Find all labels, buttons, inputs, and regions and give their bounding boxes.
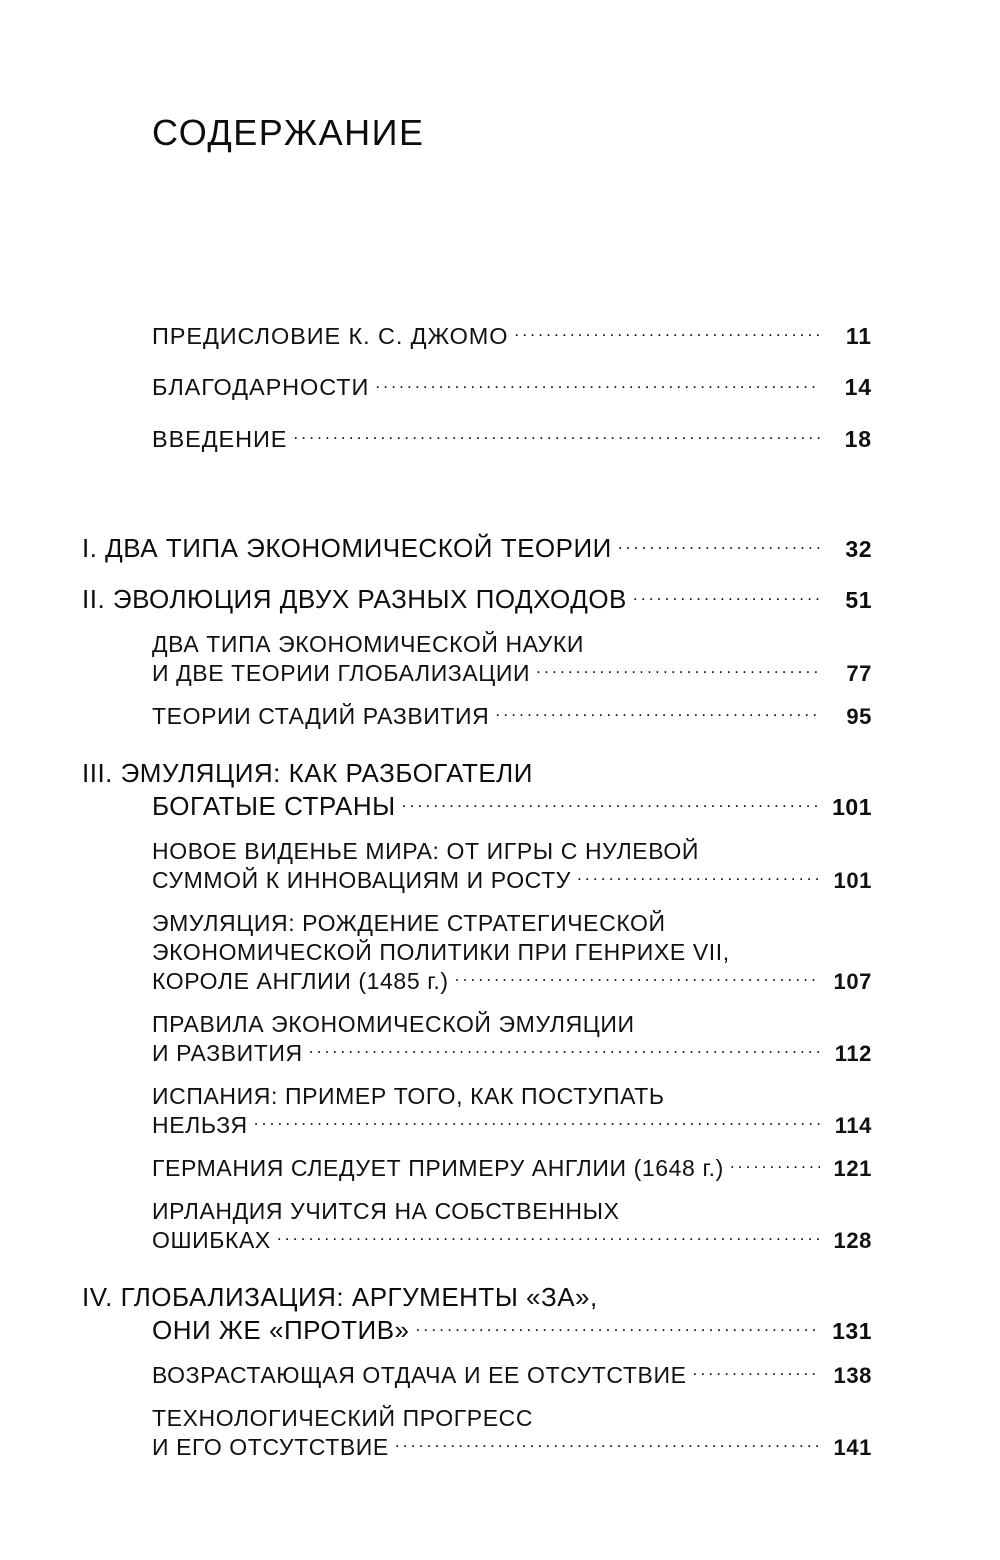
toc-subentry-label: ВОЗРАСТАЮЩАЯ ОТДАЧА И ЕЕ ОТСУТСТВИЕ: [152, 1361, 687, 1388]
toc-line: [152, 658, 872, 687]
dot-leader: [730, 1153, 820, 1176]
toc-entry-label: ПРЕДИСЛОВИЕ К. С. ДЖОМО: [152, 322, 509, 349]
dot-leader: [626, 1196, 820, 1219]
toc-line: [152, 629, 872, 658]
toc-subentry-label: КОРОЛЕ АНГЛИИ (1485 г.): [152, 967, 449, 994]
toc-subentry-label: ДВА ТИПА ЭКОНОМИЧЕСКОЙ НАУКИ: [152, 630, 584, 657]
dot-leader: [539, 756, 820, 782]
toc-chapter-1[interactable]: [82, 531, 872, 564]
toc-line: [152, 701, 872, 730]
toc-chapter-2[interactable]: [82, 582, 872, 615]
toc-line: [82, 582, 872, 615]
toc-line: [152, 937, 872, 966]
toc-line: [152, 1360, 872, 1389]
toc-line: [152, 966, 872, 995]
dot-leader: [416, 1313, 821, 1339]
toc-line: [152, 423, 872, 453]
toc-subentry-3-3[interactable]: [152, 1009, 872, 1067]
toc-chapter-page: 51: [845, 586, 872, 613]
dot-leader: [705, 836, 820, 859]
toc-subentry-label: НОВОЕ ВИДЕНЬЕ МИРА: ОТ ИГРЫ С НУЛЕВОЙ: [152, 837, 700, 864]
toc-subentry-page: 77: [846, 660, 872, 686]
toc-line: [152, 1432, 872, 1461]
toc-entry-page: 18: [844, 425, 872, 452]
toc-line: [152, 789, 872, 822]
toc-subentry-page: 141: [833, 1434, 872, 1460]
toc-subentry-3-6[interactable]: [152, 1196, 872, 1254]
dot-leader: [536, 658, 820, 681]
toc-subentry-label: ИРЛАНДИЯ УЧИТСЯ НА СОБСТВЕННЫХ: [152, 1197, 620, 1224]
toc-subentry-3-2[interactable]: [152, 908, 872, 995]
dot-leader: [590, 629, 820, 652]
toc-subentry-3-5[interactable]: [152, 1153, 872, 1182]
dot-leader: [693, 1360, 820, 1383]
toc-subentry-page: 121: [833, 1155, 872, 1181]
dot-leader: [736, 937, 820, 960]
toc-chapter-label: I. ДВА ТИПА ЭКОНОМИЧЕСКОЙ ТЕОРИИ: [82, 532, 612, 563]
dot-leader: [604, 1280, 820, 1306]
toc-subentry-label: И ЕГО ОТСУТСТВИЕ: [152, 1433, 389, 1460]
dot-leader: [618, 531, 820, 557]
toc-line: [152, 320, 872, 350]
toc-line: [152, 1038, 872, 1067]
toc-subentry-label: ТЕХНОЛОГИЧЕСКИЙ ПРОГРЕСС: [152, 1404, 534, 1431]
toc-chapter-3[interactable]: [82, 756, 872, 822]
toc-line: [152, 836, 872, 865]
toc-line: [152, 1081, 872, 1110]
toc-subentry-label: СУММОЙ К ИННОВАЦИЯМ И РОСТУ: [152, 866, 571, 893]
toc-subentry-2-2[interactable]: [152, 701, 872, 730]
dot-leader: [641, 1009, 820, 1032]
toc-subentry-page: 114: [834, 1112, 872, 1138]
dot-leader: [375, 372, 820, 396]
toc-entry-preface[interactable]: [152, 320, 872, 350]
section-spacer: [82, 475, 872, 505]
front-matter-group: [152, 320, 872, 453]
dot-leader: [577, 865, 820, 888]
page-title: СОДЕРЖАНИЕ: [152, 112, 425, 153]
dot-leader: [495, 701, 820, 724]
toc-line: [152, 1009, 872, 1038]
toc-entry-page: 14: [844, 374, 872, 400]
toc-line: [82, 1280, 872, 1313]
toc-line: [152, 1313, 872, 1346]
toc-subentry-label: ТЕОРИИ СТАДИЙ РАЗВИТИЯ: [152, 702, 490, 729]
dot-leader: [633, 582, 820, 608]
toc-entry-introduction[interactable]: [152, 423, 872, 453]
toc-subentry-3-1[interactable]: [152, 836, 872, 894]
toc-subentry-4-1[interactable]: [152, 1360, 872, 1389]
toc-line: [152, 865, 872, 894]
toc-subentry-label: НЕЛЬЗЯ: [152, 1111, 248, 1138]
toc-line: [152, 1110, 872, 1139]
toc-line: [152, 1196, 872, 1225]
toc-subentry-label: ИСПАНИЯ: ПРИМЕР ТОГО, КАК ПОСТУПАТЬ: [152, 1082, 665, 1109]
toc-entry-page: 11: [845, 322, 872, 349]
toc-subentry-2-1[interactable]: [152, 629, 872, 687]
dot-leader: [309, 1038, 820, 1061]
toc-subentry-label: И ДВЕ ТЕОРИИ ГЛОБАЛИЗАЦИИ: [152, 659, 531, 686]
dot-leader: [672, 908, 820, 931]
toc-entry-label: БЛАГОДАРНОСТИ: [152, 374, 370, 400]
dot-leader: [455, 966, 820, 989]
dot-leader: [671, 1081, 820, 1104]
toc-chapter-label: БОГАТЫЕ СТРАНЫ: [152, 790, 396, 821]
toc-chapter-4[interactable]: [82, 1280, 872, 1346]
toc-subentry-label: ГЕРМАНИЯ СЛЕДУЕТ ПРИМЕРУ АНГЛИИ (1648 г.): [152, 1154, 724, 1181]
toc-chapter-page: 101: [832, 793, 872, 820]
toc-line: [152, 908, 872, 937]
toc-entry-acknowledgements[interactable]: [152, 372, 872, 402]
toc-chapter-label: IV. ГЛОБАЛИЗАЦИЯ: АРГУМЕНТЫ «ЗА»,: [82, 1281, 598, 1312]
toc-line: [152, 372, 872, 402]
toc-subentry-page: 107: [833, 968, 872, 994]
toc-chapter-label: II. ЭВОЛЮЦИЯ ДВУХ РАЗНЫХ ПОДХОДОВ: [82, 583, 627, 614]
toc-subentry-page: 112: [834, 1040, 872, 1066]
toc-line: [152, 1153, 872, 1182]
dot-leader: [514, 320, 820, 344]
toc-line: [82, 756, 872, 789]
toc-body: [82, 320, 872, 1461]
toc-chapter-label: ОНИ ЖЕ «ПРОТИВ»: [152, 1314, 410, 1345]
toc-subentry-label: ОШИБКАХ: [152, 1226, 271, 1253]
dot-leader: [395, 1432, 820, 1455]
dot-leader: [254, 1110, 820, 1133]
toc-subentry-label: И РАЗВИТИЯ: [152, 1039, 303, 1066]
dot-leader: [402, 789, 820, 815]
toc-subentry-4-2[interactable]: [152, 1403, 872, 1461]
toc-line: [152, 1225, 872, 1254]
toc-entry-label: ВВЕДЕНИЕ: [152, 425, 288, 452]
toc-line: [82, 531, 872, 564]
toc-line: [152, 1403, 872, 1432]
toc-subentry-page: 138: [833, 1362, 872, 1388]
dot-leader: [277, 1225, 820, 1248]
dot-leader: [539, 1403, 820, 1426]
toc-chapter-page: 32: [845, 535, 872, 562]
toc-subentry-label: ЭКОНОМИЧЕСКОЙ ПОЛИТИКИ ПРИ ГЕНРИХЕ VII,: [152, 938, 730, 965]
toc-subentry-label: ПРАВИЛА ЭКОНОМИЧЕСКОЙ ЭМУЛЯЦИИ: [152, 1010, 635, 1037]
toc-subentry-page: 95: [846, 703, 872, 729]
toc-subentry-page: 128: [833, 1227, 872, 1253]
dot-leader: [293, 423, 820, 447]
toc-subentry-3-4[interactable]: [152, 1081, 872, 1139]
toc-subentry-label: ЭМУЛЯЦИЯ: РОЖДЕНИЕ СТРАТЕГИЧЕСКОЙ: [152, 909, 666, 936]
toc-chapter-label: III. ЭМУЛЯЦИЯ: КАК РАЗБОГАТЕЛИ: [82, 757, 533, 788]
toc-subentry-page: 101: [833, 867, 872, 893]
toc-chapter-page: 131: [832, 1317, 872, 1344]
